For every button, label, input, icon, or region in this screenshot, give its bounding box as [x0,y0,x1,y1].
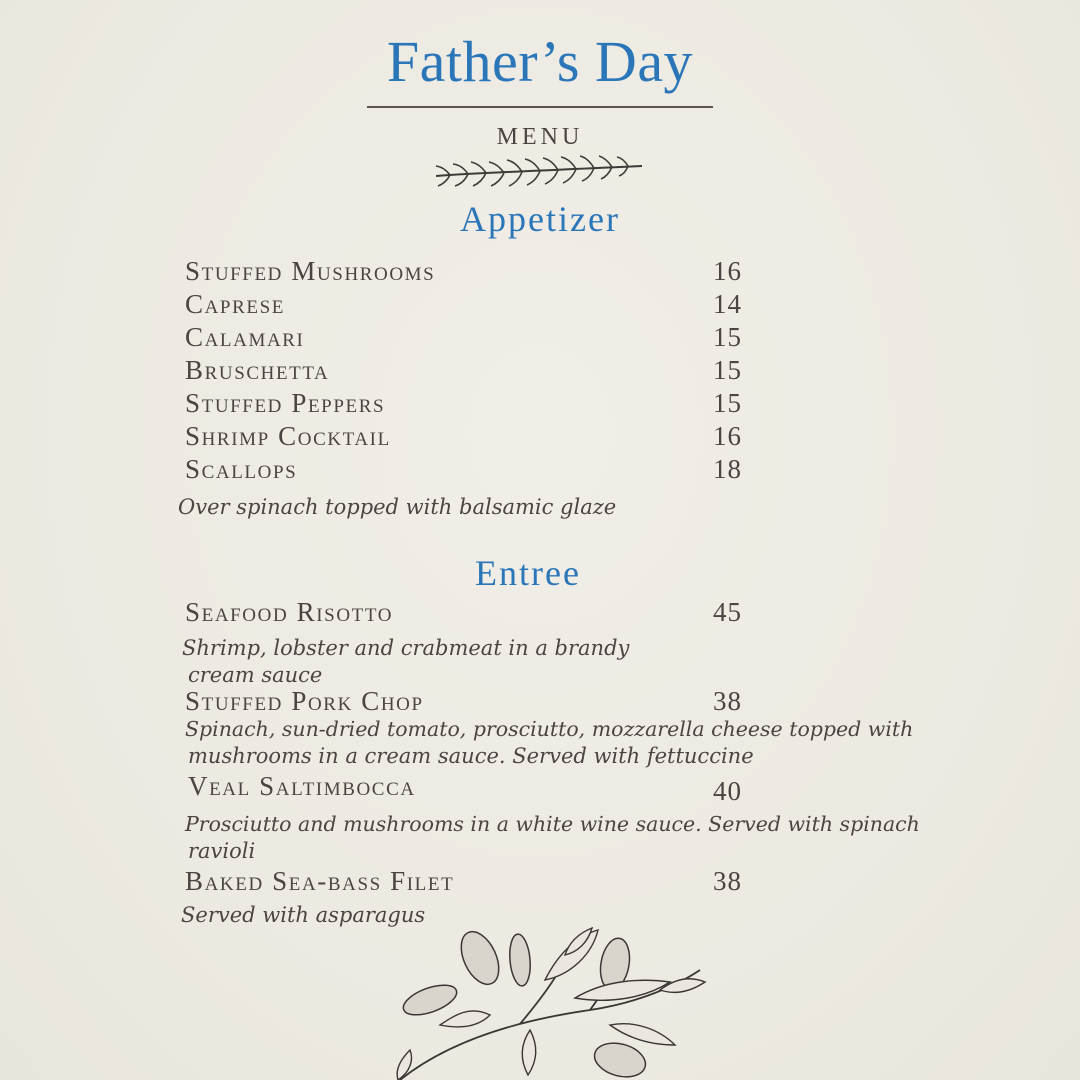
menu-item-name: Caprese [185,289,285,319]
menu-item-price: 16 [713,256,742,286]
menu-item-price: 38 [713,866,742,896]
menu-item-price: 18 [713,454,742,484]
menu-item-description: Over spinach topped with balsamic glaze [178,495,617,519]
menu-item-description: Served with asparagus [181,903,426,927]
section-heading-appetizer: Appetizer [460,199,620,239]
page-title: Father’s Day [386,29,694,94]
menu-item-name: Shrimp Cocktail [185,421,391,451]
menu-item-name: Veal Saltimbocca [188,771,416,801]
menu-item-name: Bruschetta [185,355,330,385]
menu-item-name: Stuffed Peppers [185,388,386,418]
menu-item-price: 40 [713,776,742,806]
menu-item-name: Seafood Risotto [185,597,394,627]
rosemary-sprig-icon [430,150,650,198]
menu-item-price: 45 [713,597,742,627]
menu-item-price: 38 [713,686,742,716]
menu-item-description: ravioli [188,839,256,863]
menu-item-price: 15 [713,388,742,418]
menu-item-name: Calamari [185,322,305,352]
menu-item-name: Stuffed Mushrooms [185,256,436,286]
almond-branch-illustration [370,920,710,1080]
menu-item-description: Spinach, sun-dried tomato, prosciutto, mozzarella cheese topped with [185,717,914,741]
menu-item-description: Shrimp, lobster and crabmeat in a brandy [182,636,630,660]
menu-subtitle: MENU [496,124,584,150]
menu-item-description: cream sauce [188,663,323,687]
menu-item-name: Scallops [185,454,298,484]
menu-item-name: Baked Sea-bass Filet [185,866,455,896]
menu-item-price: 15 [713,355,742,385]
menu-item-name: Stuffed Pork Chop [185,686,424,716]
section-heading-entree: Entree [475,553,581,593]
menu-item-price: 14 [713,289,742,319]
menu-item-description: mushrooms in a cream sauce. Served with fettuccine [188,744,754,768]
menu-item-description: Prosciutto and mushrooms in a white wine sauce. Served with spinach [185,812,920,836]
title-divider [367,106,713,108]
menu-item-price: 16 [713,421,742,451]
menu-item-price: 15 [713,322,742,352]
